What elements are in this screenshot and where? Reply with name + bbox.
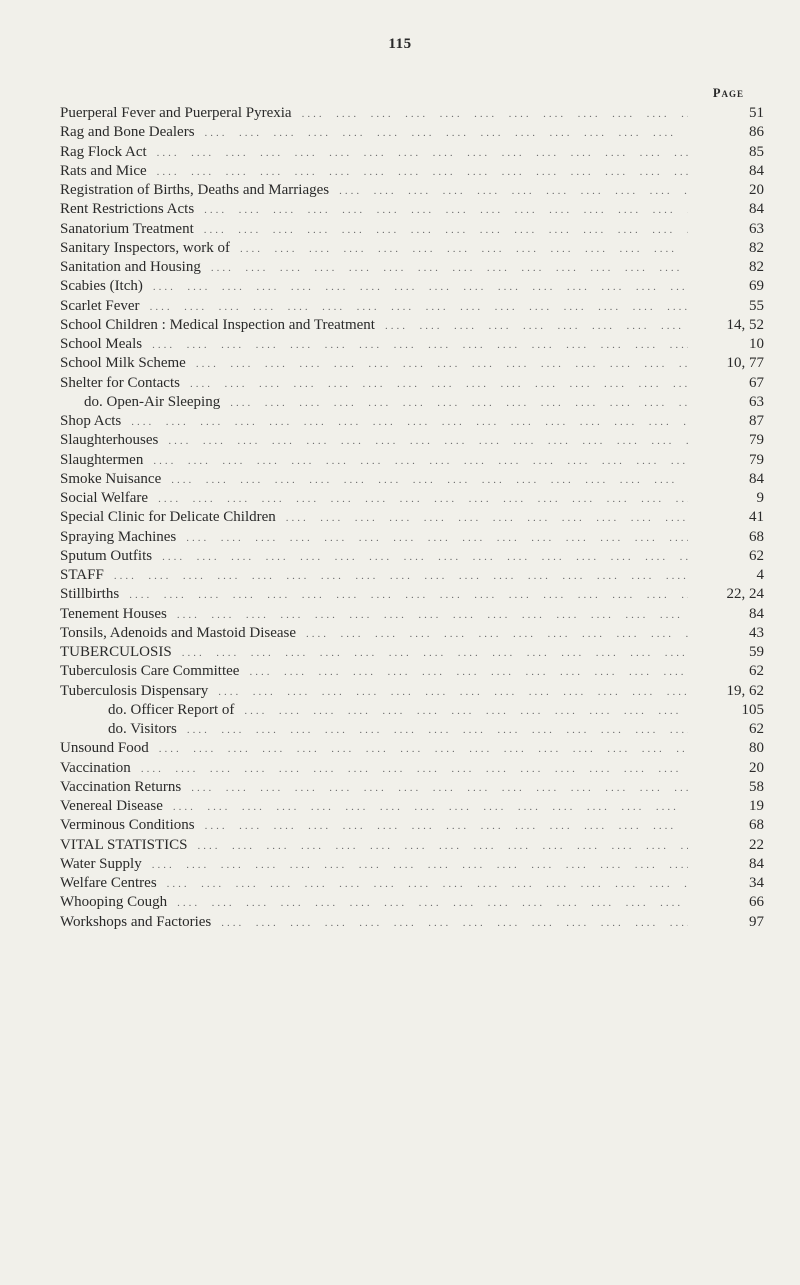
dot-leaders bbox=[182, 644, 688, 663]
index-entry bbox=[60, 913, 764, 932]
index-page-ref: 87 bbox=[749, 413, 764, 429]
index-term: Slaughterhouses bbox=[60, 432, 159, 449]
index-page-ref: 67 bbox=[749, 374, 764, 391]
index-term: Sputum Outfits bbox=[60, 547, 153, 564]
dot-leaders bbox=[244, 702, 688, 721]
index-page-ref: 20 bbox=[749, 182, 764, 198]
index-entry bbox=[60, 393, 764, 412]
index-term: Venereal Disease bbox=[60, 798, 163, 814]
dot-leaders bbox=[204, 221, 688, 240]
index-page-ref: 84 bbox=[749, 162, 764, 179]
index-entry bbox=[60, 893, 764, 912]
index-term: Stillbirths bbox=[60, 586, 120, 603]
index-entry bbox=[60, 277, 764, 296]
index-page-ref: 59 bbox=[749, 644, 764, 660]
index-entry bbox=[60, 759, 764, 778]
dot-leaders bbox=[114, 567, 688, 586]
index-page-ref: 43 bbox=[749, 624, 764, 641]
dot-leaders bbox=[158, 490, 688, 509]
dot-leaders bbox=[197, 837, 688, 856]
index-page-ref: 84 bbox=[749, 605, 764, 622]
dot-leaders bbox=[211, 259, 688, 278]
dot-leaders bbox=[205, 817, 688, 836]
index-entry bbox=[60, 855, 764, 874]
dot-leaders bbox=[157, 144, 688, 163]
index-page-ref: 63 bbox=[749, 393, 764, 410]
dot-leaders bbox=[177, 606, 688, 625]
dot-leaders bbox=[191, 779, 688, 798]
index-page-ref: 9 bbox=[756, 490, 764, 506]
index-page-ref: 105 bbox=[741, 701, 764, 718]
index-entry bbox=[60, 374, 764, 393]
index-term: Smoke Nuisance bbox=[60, 470, 162, 487]
index-entry bbox=[60, 354, 764, 373]
index-term: Registration of Births, Deaths and Marriages bbox=[60, 182, 330, 198]
index-entry bbox=[60, 585, 764, 604]
index-page-ref: 84 bbox=[749, 470, 764, 487]
index-term: Special Clinic for Delicate Children bbox=[60, 509, 276, 526]
index-entry bbox=[60, 431, 764, 450]
index-term: Spraying Machines bbox=[60, 528, 177, 545]
dot-leaders bbox=[129, 586, 688, 605]
page-number: 115 bbox=[388, 36, 412, 52]
index-entry bbox=[60, 624, 764, 643]
index-term: Whooping Cough bbox=[60, 894, 168, 911]
index-entry bbox=[60, 181, 764, 200]
index-page-ref: 19, 62 bbox=[726, 682, 764, 699]
index-entry bbox=[60, 836, 764, 855]
index-page-ref: 97 bbox=[749, 913, 764, 930]
index-term: Sanitation and Housing bbox=[60, 259, 201, 275]
index-entry bbox=[60, 104, 764, 123]
index-entry bbox=[60, 143, 764, 162]
index-page-ref: 55 bbox=[749, 297, 764, 314]
index-term: Vaccination bbox=[60, 759, 131, 776]
index-page-ref: 68 bbox=[749, 528, 764, 545]
dot-leaders bbox=[204, 201, 688, 220]
index-term: School Meals bbox=[60, 336, 143, 352]
dot-leaders bbox=[186, 529, 688, 548]
index-term: Verminous Conditions bbox=[60, 817, 195, 834]
index-page-ref: 84 bbox=[749, 201, 764, 218]
index-term: Rag Flock Act bbox=[60, 143, 147, 160]
dot-leaders bbox=[157, 163, 688, 182]
index-page-ref: 58 bbox=[749, 778, 764, 795]
index-term: Tuberculosis Care Committee bbox=[60, 663, 240, 680]
dot-leaders bbox=[173, 798, 688, 817]
dot-leaders bbox=[221, 914, 688, 933]
dot-leaders bbox=[171, 471, 688, 490]
dot-leaders bbox=[162, 548, 688, 567]
dot-leaders bbox=[339, 182, 688, 201]
index-entry bbox=[60, 682, 764, 701]
index-page-ref: 20 bbox=[749, 759, 764, 776]
index-entry bbox=[60, 258, 764, 277]
index-page-ref: 86 bbox=[749, 124, 764, 141]
index-entry bbox=[60, 123, 764, 142]
index-term: Sanitary Inspectors, work of bbox=[60, 239, 230, 256]
index-entry bbox=[60, 701, 764, 720]
index-page-ref: 22 bbox=[749, 836, 764, 853]
index-page-ref: 19 bbox=[749, 798, 764, 814]
index-page-ref: 85 bbox=[749, 143, 764, 160]
index-entry bbox=[60, 451, 764, 470]
dot-leaders bbox=[167, 875, 688, 894]
index-entry bbox=[60, 662, 764, 681]
index-page-ref: 14, 52 bbox=[726, 316, 764, 333]
index-page-ref: 10 bbox=[749, 336, 764, 352]
dot-leaders bbox=[152, 856, 688, 875]
index-term: do. Open-Air Sleeping bbox=[84, 393, 221, 410]
index-entry bbox=[60, 778, 764, 797]
index-entry bbox=[60, 162, 764, 181]
dot-leaders bbox=[150, 298, 688, 317]
dot-leaders bbox=[153, 452, 688, 471]
index-term: Workshops and Factories bbox=[60, 913, 212, 930]
index-page-ref: 62 bbox=[749, 663, 764, 680]
dot-leaders bbox=[286, 509, 688, 528]
index-entry bbox=[60, 220, 764, 239]
index-entry bbox=[60, 412, 764, 431]
index-page-ref: 82 bbox=[749, 259, 764, 275]
index-entry bbox=[60, 874, 764, 893]
dot-leaders bbox=[230, 394, 688, 413]
index-page-ref: 10, 77 bbox=[726, 355, 764, 372]
dot-leaders bbox=[141, 760, 688, 779]
index-page-ref: 51 bbox=[749, 105, 764, 121]
index-page-ref: 69 bbox=[749, 278, 764, 295]
index-entry bbox=[60, 316, 764, 335]
dot-leaders bbox=[249, 663, 688, 682]
index-page-ref: 82 bbox=[749, 239, 764, 256]
dot-leaders bbox=[152, 336, 688, 355]
dot-leaders bbox=[385, 317, 688, 336]
index-entry bbox=[60, 816, 764, 835]
index-entry bbox=[60, 528, 764, 547]
index-term: Scarlet Fever bbox=[60, 297, 140, 314]
index-entry bbox=[60, 297, 764, 316]
index-entry bbox=[60, 547, 764, 566]
index-term: TUBERCULOSIS bbox=[60, 644, 172, 660]
dot-leaders bbox=[187, 721, 688, 740]
index-page-ref: 62 bbox=[749, 721, 764, 737]
index-entry bbox=[60, 489, 764, 508]
index-page-ref: 34 bbox=[749, 875, 764, 891]
index-term: Social Welfare bbox=[60, 490, 149, 506]
index-term: VITAL STATISTICS bbox=[60, 836, 188, 853]
index-term: Water Supply bbox=[60, 855, 142, 872]
index-entry bbox=[60, 566, 764, 585]
dot-leaders bbox=[205, 124, 688, 143]
index-term: School Children : Medical Inspection and Treatment bbox=[60, 316, 375, 333]
index-entry bbox=[60, 470, 764, 489]
index-page-ref: 41 bbox=[749, 509, 764, 526]
index-term: School Milk Scheme bbox=[60, 355, 186, 372]
dot-leaders bbox=[240, 240, 688, 259]
index-entry bbox=[60, 797, 764, 816]
index-entry bbox=[60, 739, 764, 758]
dot-leaders bbox=[302, 105, 688, 124]
index-entry bbox=[60, 605, 764, 624]
dot-leaders bbox=[131, 413, 688, 432]
index-page-ref: 22, 24 bbox=[726, 586, 764, 603]
index-term: Vaccination Returns bbox=[60, 778, 182, 795]
index-page-ref: 79 bbox=[749, 451, 764, 468]
index-term: Rats and Mice bbox=[60, 162, 147, 179]
index-entry bbox=[60, 720, 764, 739]
index-entry bbox=[60, 643, 764, 662]
index-term: Scabies (Itch) bbox=[60, 278, 143, 295]
index-term: Unsound Food bbox=[60, 740, 149, 757]
index-page-ref: 66 bbox=[749, 894, 764, 911]
index-entry bbox=[60, 200, 764, 219]
dot-leaders bbox=[218, 683, 688, 702]
index-page-ref: 4 bbox=[756, 567, 764, 583]
index-entry bbox=[60, 508, 764, 527]
index-term: do. Visitors bbox=[108, 721, 177, 737]
index-page-ref: 68 bbox=[749, 817, 764, 834]
index-term: Shelter for Contacts bbox=[60, 374, 180, 391]
index-entry bbox=[60, 239, 764, 258]
dot-leaders bbox=[306, 625, 688, 644]
dot-leaders bbox=[159, 740, 688, 759]
index-term: Rag and Bone Dealers bbox=[60, 124, 195, 141]
dot-leaders bbox=[153, 278, 688, 297]
index-entry bbox=[60, 335, 764, 354]
index-page-ref: 62 bbox=[749, 547, 764, 564]
index-term: Rent Restrictions Acts bbox=[60, 201, 195, 218]
index-page-ref: 79 bbox=[749, 432, 764, 449]
dot-leaders bbox=[196, 355, 688, 374]
index-page-ref: 63 bbox=[749, 220, 764, 237]
index-term: do. Officer Report of bbox=[108, 701, 235, 718]
dot-leaders bbox=[177, 894, 688, 913]
index-term: Slaughtermen bbox=[60, 451, 144, 468]
index-term: Tonsils, Adenoids and Mastoid Disease bbox=[60, 624, 297, 641]
index-list bbox=[60, 104, 764, 932]
dot-leaders bbox=[168, 432, 688, 451]
index-term: Sanatorium Treatment bbox=[60, 220, 194, 237]
index-term: Welfare Centres bbox=[60, 875, 157, 891]
index-term: Tenement Houses bbox=[60, 605, 167, 622]
index-term: Tuberculosis Dispensary bbox=[60, 682, 209, 699]
page-column-header: Page bbox=[712, 86, 744, 100]
index-page-ref: 84 bbox=[749, 855, 764, 872]
index-term: Puerperal Fever and Puerperal Pyrexia bbox=[60, 105, 292, 121]
dot-leaders bbox=[190, 375, 688, 394]
index-term: Shop Acts bbox=[60, 413, 122, 429]
index-page-ref: 80 bbox=[749, 740, 764, 757]
index-term: STAFF bbox=[60, 567, 104, 583]
